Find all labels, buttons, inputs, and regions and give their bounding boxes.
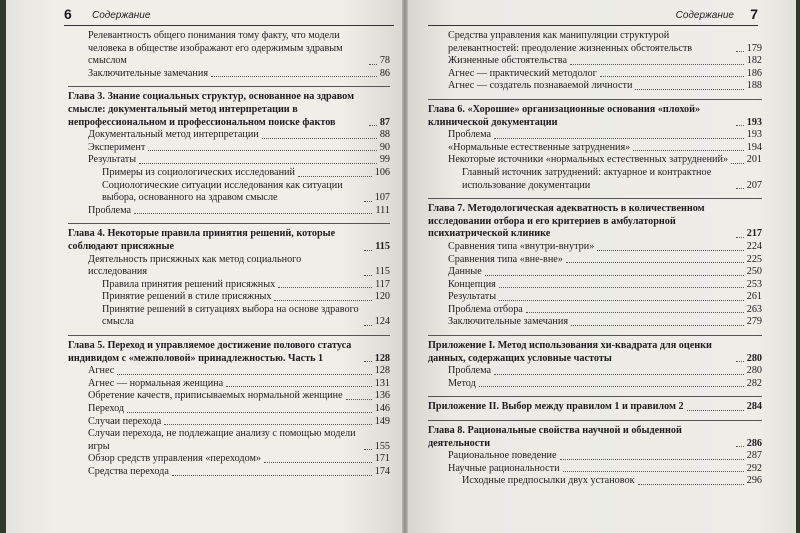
dot-leader [369, 64, 377, 65]
dot-leader [731, 163, 744, 164]
toc-chapter-entry [68, 86, 390, 129]
running-head [64, 8, 394, 26]
toc-entry-title: Эксперимент [88, 141, 146, 153]
toc-chapter-entry [428, 99, 762, 129]
toc-entry [428, 291, 762, 304]
toc-entry [68, 142, 390, 155]
page-number: 7 [750, 6, 758, 22]
toc-entry-title: Релевантность общего понимания тому факту, что модели человека в обществе изображают его одержимым здравым смыслом [88, 30, 343, 67]
toc-chapter-entry [428, 335, 762, 365]
toc-entry-page: 120 [374, 291, 390, 303]
toc-entry [68, 466, 390, 479]
toc-entry-page: 194 [746, 141, 762, 153]
toc-entry-title: Агнес — создатель познаваемой личности [448, 80, 633, 92]
dot-leader [364, 250, 372, 251]
dot-leader [687, 410, 744, 411]
dot-leader [298, 176, 372, 177]
toc-entry-title: Глава 6. «Хорошие» организационные основания «плохой» клинической документации [428, 103, 701, 128]
toc-entry-page: 128 [374, 365, 390, 377]
dot-leader [736, 51, 744, 52]
toc-entry [68, 378, 390, 391]
toc-entry-title: «Нормальные естественные затруднения» [448, 141, 631, 153]
toc-entry-title: Средства перехода [88, 466, 169, 477]
toc-entry-page: 263 [746, 303, 762, 315]
toc-entry-title: Принятие решений в стиле присяжных [102, 291, 272, 303]
table-of-contents [68, 30, 390, 479]
dot-leader [570, 64, 744, 65]
toc-entry-title: Переход [88, 403, 125, 415]
toc-entry-title: Документальный метод интерпретации [88, 129, 259, 141]
dot-leader [262, 138, 377, 139]
toc-entry-title: Некоторые источники «нормальных естественных затруднений» [448, 154, 729, 166]
toc-entry-page: 115 [375, 266, 390, 278]
dot-leader [346, 399, 372, 400]
toc-entry-page: 188 [746, 80, 762, 92]
dot-leader [736, 361, 744, 362]
toc-entry-page: 186 [746, 67, 762, 79]
toc-entry [68, 428, 390, 453]
toc-entry [428, 55, 762, 68]
toc-entry-title: Проблема [88, 204, 131, 216]
toc-entry-page: 207 [746, 179, 762, 191]
toc-entry-page: 78 [379, 55, 390, 67]
toc-entry [428, 129, 762, 142]
toc-entry-page: 224 [746, 240, 762, 252]
toc-entry [68, 154, 390, 167]
dot-leader [736, 237, 744, 238]
dot-leader [566, 262, 744, 263]
dot-leader [369, 125, 377, 126]
dot-leader [560, 459, 744, 460]
toc-entry [428, 463, 762, 476]
dot-leader [364, 449, 372, 450]
toc-entry [428, 450, 762, 463]
toc-entry [428, 154, 762, 167]
dot-leader [494, 138, 744, 139]
dot-leader [364, 361, 372, 362]
toc-entry [68, 180, 390, 205]
toc-entry-title: Обзор средств управления «переходом» [88, 453, 262, 465]
toc-entry-page: 261 [746, 291, 762, 303]
toc-entry-title: Рациональное поведение [448, 450, 557, 462]
dot-leader [597, 250, 743, 251]
toc-entry [428, 475, 762, 488]
toc-entry-page: 182 [746, 55, 762, 67]
dot-leader [148, 150, 376, 151]
toc-entry-title: Деятельность присяжных как метод социального исследования [88, 253, 302, 278]
toc-entry-page: 146 [374, 403, 390, 415]
dot-leader [633, 150, 743, 151]
toc-entry-title: Глава 7. Методологическая адекватность в количественном исследовании отбора и его критериев в амбулаторной психиатрической клинике [428, 203, 705, 240]
toc-entry [68, 68, 390, 81]
toc-entry-title: Концепция [448, 278, 496, 290]
toc-entry-page: 174 [374, 466, 390, 477]
toc-entry-page: 106 [374, 166, 390, 178]
dot-leader [226, 386, 372, 387]
toc-entry [68, 30, 390, 68]
toc-entry [428, 241, 762, 254]
toc-entry-title: Принятие решений в ситуациях выбора на основе здравого смысла [102, 303, 359, 328]
table-of-contents [428, 30, 762, 488]
dot-leader [526, 312, 744, 313]
toc-entry-page: 115 [375, 240, 390, 252]
toc-entry-page: 250 [746, 266, 762, 278]
toc-entry-title: Глава 8. Рациональные свойства научной и обыденной деятельности [428, 425, 682, 449]
toc-entry-page: 193 [746, 129, 762, 141]
toc-entry [68, 129, 390, 142]
dot-leader [211, 76, 377, 77]
toc-entry-page: 155 [374, 440, 390, 452]
toc-entry-title: Примеры из социологических исследований [102, 166, 295, 178]
toc-entry-page: 107 [374, 192, 390, 204]
toc-entry-title: Жизненные обстоятельства [448, 55, 567, 67]
toc-entry-title: Проблема [448, 365, 491, 377]
toc-entry-page: 86 [379, 67, 390, 79]
dot-leader [600, 76, 744, 77]
toc-entry-title: Данные [448, 266, 482, 278]
toc-entry-page: 193 [746, 116, 762, 128]
toc-chapter-entry [428, 198, 762, 241]
toc-entry-title: Случаи перехода, не подлежащие анализу с помощью модели игры [88, 428, 356, 452]
toc-entry-page: 87 [379, 116, 390, 128]
toc-entry-page: 149 [374, 415, 390, 427]
toc-entry-page: 286 [746, 437, 762, 449]
toc-entry [428, 68, 762, 81]
toc-entry-page: 282 [746, 377, 762, 389]
toc-entry [68, 453, 390, 466]
toc-entry-title: Результаты [88, 154, 137, 166]
toc-entry-page: 279 [746, 316, 762, 328]
toc-entry [68, 390, 390, 403]
toc-entry [68, 416, 390, 429]
dot-leader [274, 300, 371, 301]
toc-entry-page: 253 [746, 278, 762, 290]
toc-entry-title: Заключительные замечания [88, 67, 209, 79]
toc-entry-page: 136 [374, 390, 390, 402]
toc-entry [428, 266, 762, 279]
dot-leader [364, 325, 372, 326]
toc-entry-title: Агнес — нормальная женщина [88, 377, 224, 389]
toc-entry-title: Глава 4. Некоторые правила принятия решений, которые соблюдают присяжные [68, 228, 336, 252]
toc-chapter-entry [68, 335, 390, 365]
toc-entry [68, 279, 390, 292]
toc-entry [428, 142, 762, 155]
toc-entry [68, 365, 390, 378]
toc-entry-page: 111 [375, 204, 390, 216]
dot-leader [364, 275, 372, 276]
toc-entry-page: 280 [746, 352, 762, 364]
toc-entry-page: 287 [746, 450, 762, 462]
running-head [428, 8, 758, 26]
dot-leader [485, 275, 744, 276]
left-page [6, 0, 402, 533]
toc-entry-title: Глава 5. Переход и управляемое достижение полового статуса индивидом с «межполовой» принадлежностью. Часть 1 [68, 340, 352, 364]
dot-leader [571, 325, 744, 326]
dot-leader [499, 300, 744, 301]
toc-entry-title: Сравнения типа «вне-вне» [448, 253, 563, 265]
dot-leader [479, 386, 744, 387]
toc-entry [428, 316, 762, 329]
toc-entry-title: Агнес — практический методолог [448, 67, 597, 79]
toc-entry [68, 291, 390, 304]
toc-entry-page: 90 [379, 141, 390, 153]
dot-leader [127, 412, 372, 413]
toc-entry [68, 254, 390, 279]
dot-leader [736, 446, 744, 447]
toc-entry [68, 304, 390, 329]
toc-entry-title: Исходные предпосылки двух установок [462, 475, 635, 487]
toc-entry [428, 304, 762, 317]
toc-entry [68, 205, 390, 218]
toc-entry [428, 254, 762, 267]
toc-entry-title: Случаи перехода [88, 415, 162, 427]
dot-leader [164, 424, 371, 425]
running-head-title: Содержание [92, 10, 151, 21]
toc-entry-title: Правила принятия решений присяжных [102, 278, 276, 290]
toc-entry-page: 88 [379, 129, 390, 141]
toc-entry-page: 117 [375, 278, 390, 290]
dot-leader [364, 201, 372, 202]
toc-entry-page: 179 [746, 42, 762, 54]
dot-leader [635, 89, 743, 90]
toc-entry-page: 217 [746, 228, 762, 240]
toc-entry-title: Научные рациональности [448, 462, 560, 474]
toc-entry-title: Агнес [88, 365, 115, 377]
toc-entry-page: 280 [746, 365, 762, 377]
toc-entry-page: 128 [374, 352, 390, 364]
toc-entry [68, 167, 390, 180]
dot-leader [736, 188, 744, 189]
toc-entry-page: 284 [746, 401, 762, 413]
toc-entry-title: Глава 3. Знание социальных структур, основанное на здравом смысле: документальный метод интерпретации в непрофессиональном и профессиональном поиске фактов [68, 91, 355, 128]
toc-entry-title: Метод [448, 377, 476, 389]
dot-leader [563, 471, 744, 472]
toc-entry-title: Приложение I. Метод использования хи-квадрата для оценки данных, содержащих условные частоты [428, 340, 712, 364]
toc-entry-title: Социологические ситуации исследования как ситуации выбора, основанного на здравом смысле [102, 179, 343, 204]
dot-leader [264, 462, 372, 463]
toc-entry-page: 201 [746, 154, 762, 166]
toc-entry-title: Главный источник затруднений: актуарное и контрактное использование документации [462, 166, 712, 191]
toc-entry [428, 80, 762, 93]
dot-leader [736, 125, 744, 126]
toc-entry-page: 99 [379, 154, 390, 166]
toc-entry-page: 124 [374, 316, 390, 328]
toc-chapter-entry [428, 420, 762, 450]
toc-entry-title: Результаты [448, 291, 497, 303]
dot-leader [499, 287, 744, 288]
toc-entry-title: Приложение II. Выбор между правилом 1 и правилом 2 [428, 401, 684, 413]
dot-leader [278, 287, 372, 288]
toc-entry-title: Проблема отбора [448, 303, 523, 315]
toc-entry [68, 403, 390, 416]
toc-entry-page: 296 [746, 475, 762, 487]
page-number: 6 [64, 6, 72, 22]
toc-entry-page: 225 [746, 253, 762, 265]
dot-leader [139, 163, 377, 164]
toc-entry [428, 365, 762, 378]
toc-entry-title: Средства управления как манипуляции структурой релевантностей: преодоление жизненных обстоятельств [448, 30, 693, 54]
toc-entry-page: 131 [374, 377, 390, 389]
dot-leader [494, 374, 744, 375]
dot-leader [117, 374, 371, 375]
toc-entry [428, 167, 762, 192]
toc-entry [428, 279, 762, 292]
toc-entry-title: Обретение качеств, приписываемых нормальной женщине [88, 390, 343, 402]
toc-entry-page: 171 [374, 453, 390, 465]
toc-entry-page: 292 [746, 462, 762, 474]
running-head-title: Содержание [675, 10, 734, 21]
right-page [408, 0, 796, 533]
toc-entry-title: Проблема [448, 129, 491, 141]
toc-chapter-entry [68, 223, 390, 253]
toc-entry-title: Сравнения типа «внутри-внутри» [448, 240, 595, 252]
toc-entry [428, 378, 762, 391]
toc-entry-title: Заключительные замечания [448, 316, 569, 328]
toc-chapter-entry [428, 396, 762, 414]
dot-leader [134, 213, 372, 214]
toc-entry [428, 30, 762, 55]
dot-leader [638, 484, 744, 485]
book-spread [6, 0, 796, 533]
dot-leader [172, 475, 372, 476]
